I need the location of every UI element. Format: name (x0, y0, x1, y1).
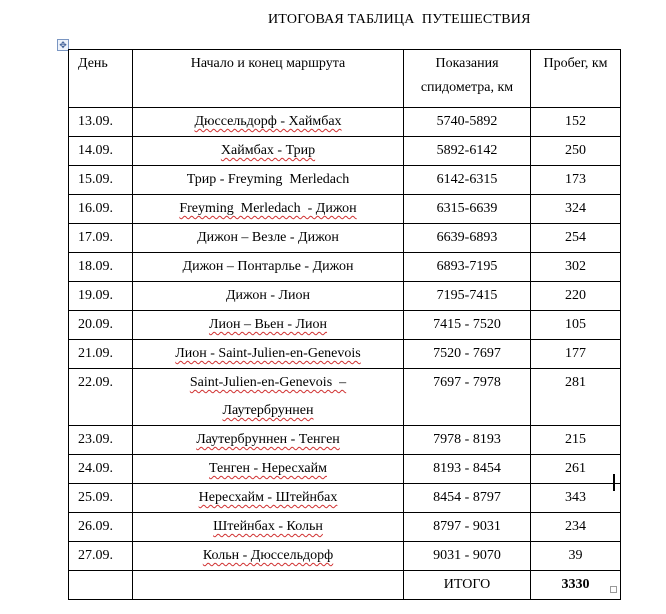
cell-mileage: 261 (531, 455, 621, 484)
route-text: Дюссельдорф - Хаймбах (194, 114, 342, 129)
table-row (69, 455, 621, 484)
table-row (69, 195, 621, 224)
cell-route (133, 195, 404, 224)
cell-route (133, 137, 404, 166)
cell-odometer: 7697 - 7978 (404, 369, 531, 426)
cell-odometer: 6315-6639 (404, 195, 531, 224)
cell-day: 19.09. (69, 282, 133, 311)
cell-route (133, 340, 404, 369)
cell-day: 14.09. (69, 137, 133, 166)
cell-day: 18.09. (69, 253, 133, 282)
cell-mileage: 39 (531, 542, 621, 571)
cell-odometer: 7195-7415 (404, 282, 531, 311)
route-text-line2: Лаутербруннен (222, 403, 314, 418)
cell-mileage: 234 (531, 513, 621, 542)
cell-day: 15.09. (69, 166, 133, 195)
route-text: Трир - Freyming Merledach (186, 172, 350, 187)
cell-odometer: 5892-6142 (404, 137, 531, 166)
route-text: Штейнбах - Кольн (213, 519, 323, 534)
cell-day: 17.09. (69, 224, 133, 253)
total-empty-day (69, 571, 133, 600)
table-row (69, 426, 621, 455)
table-row (69, 253, 621, 282)
route-text: Лаутербруннен - Тенген (196, 432, 340, 447)
cell-mileage: 152 (531, 108, 621, 137)
cell-odometer: 6639-6893 (404, 224, 531, 253)
cell-mileage: 343 (531, 484, 621, 513)
total-value: 3330 (531, 571, 621, 600)
cell-day: 23.09. (69, 426, 133, 455)
cell-route (133, 166, 404, 195)
cell-day: 16.09. (69, 195, 133, 224)
cell-route (133, 369, 404, 426)
cell-mileage: 177 (531, 340, 621, 369)
table-row (69, 166, 621, 195)
cell-mileage: 254 (531, 224, 621, 253)
cell-route (133, 542, 404, 571)
table-resize-icon[interactable] (610, 586, 617, 593)
cell-route (133, 484, 404, 513)
cell-odometer: 7415 - 7520 (404, 311, 531, 340)
cell-mileage: 173 (531, 166, 621, 195)
cell-odometer: 6893-7195 (404, 253, 531, 282)
cell-route: Дижон - Лион (133, 282, 404, 311)
cell-day: 20.09. (69, 311, 133, 340)
cell-day: 25.09. (69, 484, 133, 513)
cell-mileage: 302 (531, 253, 621, 282)
cell-day: 13.09. (69, 108, 133, 137)
cell-mileage: 250 (531, 137, 621, 166)
route-text: Хаймбах - Трир (220, 143, 316, 158)
cell-mileage: 105 (531, 311, 621, 340)
cell-mileage: 324 (531, 195, 621, 224)
header-mileage: Пробег, км (531, 50, 621, 108)
text-cursor (613, 474, 615, 491)
cell-route (133, 108, 404, 137)
table-row (69, 137, 621, 166)
cell-day: 27.09. (69, 542, 133, 571)
route-text: Saint-Julien-en-Genevois – (189, 375, 347, 390)
table-row (69, 369, 621, 426)
header-day: День (69, 50, 133, 108)
travel-table (68, 49, 621, 600)
cell-mileage: 281 (531, 369, 621, 426)
table-row (69, 513, 621, 542)
cell-day: 22.09. (69, 369, 133, 426)
cell-odometer: 5740-5892 (404, 108, 531, 137)
cell-odometer: 7978 - 8193 (404, 426, 531, 455)
document-title: ИТОГОВАЯ ТАБЛИЦА ПУТЕШЕСТВИЯ (268, 12, 531, 27)
total-label: ИТОГО (404, 571, 531, 600)
cell-route (133, 311, 404, 340)
route-text: Freyming Merledach - Дижон (179, 201, 357, 216)
cell-route (133, 513, 404, 542)
table-row (69, 542, 621, 571)
route-text: Лион – Вьен - Лион (208, 317, 328, 332)
table-row (69, 108, 621, 137)
route-text: Нересхайм - Штейнбах (198, 490, 338, 505)
cell-route (133, 426, 404, 455)
route-text: Тенген - Нересхайм (209, 461, 327, 476)
route-text: Лион - Saint-Julien-en-Genevois (175, 346, 361, 361)
cell-mileage: 220 (531, 282, 621, 311)
cell-odometer: 9031 - 9070 (404, 542, 531, 571)
table-header-row (69, 50, 621, 108)
cell-odometer: 6142-6315 (404, 166, 531, 195)
cell-odometer: 8797 - 9031 (404, 513, 531, 542)
cell-odometer: 7520 - 7697 (404, 340, 531, 369)
cell-route: Дижон – Везле - Дижон (133, 224, 404, 253)
total-empty-route (133, 571, 404, 600)
table-move-icon[interactable]: ✥ (57, 39, 69, 51)
cell-odometer: 8193 - 8454 (404, 455, 531, 484)
route-text: Кольн - Дюссельдорф (202, 548, 334, 563)
header-odometer: Показания спидометра, км (404, 50, 531, 108)
cell-route (133, 455, 404, 484)
table-row (69, 282, 621, 311)
cell-day: 24.09. (69, 455, 133, 484)
header-route: Начало и конец маршрута (133, 50, 404, 108)
cell-mileage: 215 (531, 426, 621, 455)
cell-odometer: 8454 - 8797 (404, 484, 531, 513)
table-row (69, 311, 621, 340)
cell-day: 21.09. (69, 340, 133, 369)
table-row (69, 224, 621, 253)
table-total-row (69, 571, 621, 600)
cell-day: 26.09. (69, 513, 133, 542)
table-row (69, 340, 621, 369)
table-row (69, 484, 621, 513)
cell-route: Дижон – Понтарлье - Дижон (133, 253, 404, 282)
